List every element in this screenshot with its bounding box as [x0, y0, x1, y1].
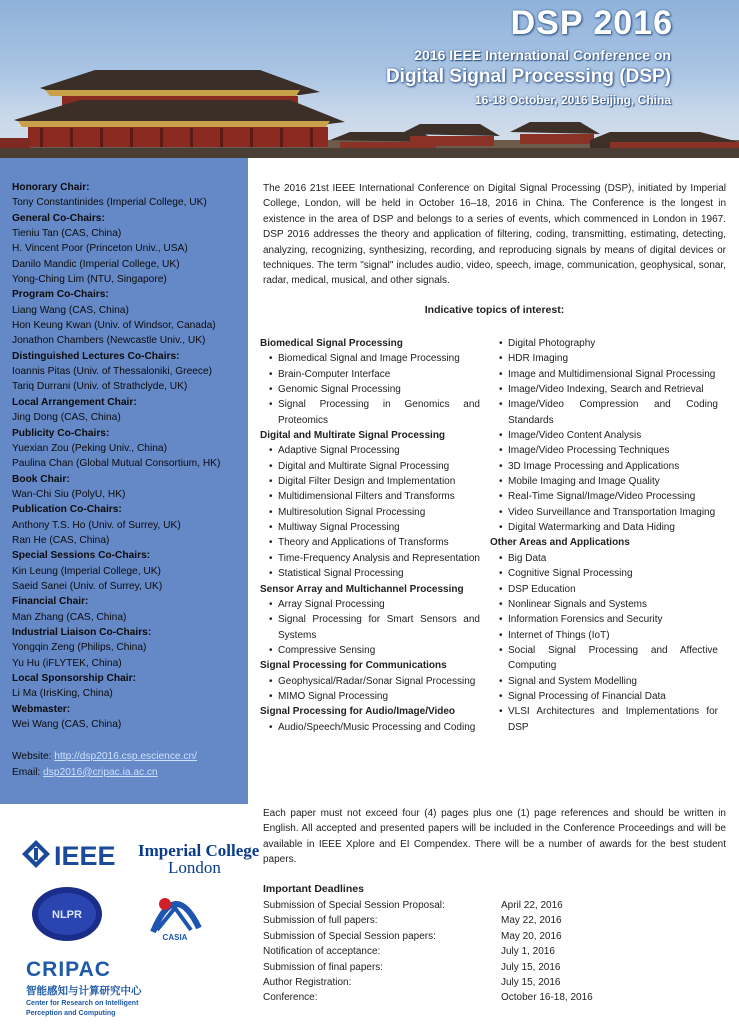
- topics-title: Indicative topics of interest:: [424, 304, 565, 316]
- committee-member: Yuexian Zou (Peking Univ., China): [12, 442, 167, 454]
- cripac-english-name-1: Center for Research on Intelligent: [26, 1000, 139, 1007]
- cripac-name: CRIPAC: [26, 958, 111, 981]
- committee-role: Program Co-Chairs:: [12, 289, 109, 301]
- committee-role: Webmaster:: [12, 703, 71, 715]
- topic-item: • Array Signal Processing: [260, 597, 480, 612]
- committee-role: Book Chair:: [12, 473, 70, 485]
- committee-member: Man Zhang (CAS, China): [12, 611, 127, 623]
- deadlines-title: Important Deadlines: [263, 883, 364, 895]
- conference-name: Digital Signal Processing (DSP): [385, 66, 671, 87]
- deadline-row: [263, 898, 593, 913]
- topic-category: Other Areas and Applications: [490, 537, 630, 549]
- topic-item: • Image/Video Indexing, Search and Retrieval: [490, 382, 718, 397]
- committee-role: Industrial Liaison Co-Chairs:: [12, 626, 152, 638]
- deadline-date: May 20, 2016: [501, 930, 562, 942]
- contact-info: [12, 749, 248, 780]
- topic-item: • Multiway Signal Processing: [260, 520, 480, 535]
- topic-item: • Multidimensional Filters and Transforms: [260, 489, 480, 504]
- deadline-label: Author Registration:: [263, 977, 352, 989]
- conference-acronym: DSP 2016: [510, 4, 673, 42]
- deadline-label: Submission of Special Session Proposal:: [263, 900, 445, 911]
- deadline-date: April 22, 2016: [501, 900, 563, 911]
- topic-item: • Statistical Signal Processing: [260, 566, 480, 581]
- committee-role: Special Sessions Co-Chairs:: [12, 550, 151, 562]
- topic-category: Biomedical Signal Processing: [260, 338, 403, 349]
- imperial-college-logo: [138, 842, 259, 876]
- cripac-chinese-name: 智能感知与计算研究中心: [26, 985, 142, 997]
- topic-item: • Signal Processing for Smart Sensors and Systems: [260, 612, 480, 643]
- deadline-row: [263, 944, 593, 959]
- committee-member: Wan-Chi Siu (PolyU, HK): [12, 488, 126, 500]
- topic-item: • Time-Frequency Analysis and Representation: [260, 551, 480, 566]
- committee-member: Yu Hu (iFLYTEK, China): [12, 657, 122, 669]
- topic-item: • Digital and Multirate Signal Processing: [260, 459, 480, 474]
- committee-member: Li Ma (IrisKing, China): [12, 688, 113, 700]
- topic-item: • Geophysical/Radar/Sonar Signal Processing: [260, 674, 480, 689]
- topic-item: • Signal and System Modelling: [490, 674, 718, 689]
- committee-member: Danilo Mandic (Imperial College, UK): [12, 258, 180, 270]
- deadline-row: [263, 990, 593, 1005]
- deadline-label: Notification of acceptance:: [263, 946, 381, 958]
- topic-category: Signal Processing for Communications: [260, 660, 447, 672]
- committee-member: Ioannis Pitas (Univ. of Thessaloniki, Greece): [12, 366, 213, 378]
- topic-item: • Image/Video Processing Techniques: [490, 443, 718, 458]
- email-label: Email:: [12, 766, 44, 778]
- topic-item: • Internet of Things (IoT): [490, 628, 718, 643]
- ieee-logo: [20, 838, 130, 875]
- deadline-label: Conference:: [263, 992, 318, 1004]
- topic-category: Sensor Array and Multichannel Processing: [260, 583, 464, 595]
- topic-category: Signal Processing for Audio/Image/Video: [260, 706, 456, 718]
- casia-logo: [147, 884, 203, 947]
- topic-item: • Image/Video Content Analysis: [490, 428, 718, 443]
- topic-item: • Social Signal Processing and Affective Computing: [490, 643, 718, 674]
- committee-list: [12, 180, 248, 732]
- committee-role: Publicity Co-Chairs:: [12, 427, 110, 439]
- imperial-line2: London: [168, 858, 221, 877]
- topic-category: Digital and Multirate Signal Processing: [260, 430, 446, 442]
- committee-role: General Co-Chairs:: [12, 212, 105, 224]
- email-link[interactable]: dsp2016@cripac.ia.ac.cn: [43, 766, 158, 778]
- nlpr-logo: [30, 885, 104, 948]
- deadline-date: October 16-18, 2016: [501, 992, 593, 1004]
- conference-line1: 2016 IEEE International Conference on: [414, 47, 671, 63]
- topic-item: • Big Data: [490, 551, 718, 566]
- topic-item: • Cognitive Signal Processing: [490, 566, 718, 581]
- topic-item: • Image and Multidimensional Signal Processing: [490, 367, 718, 382]
- deadline-date: May 22, 2016: [501, 915, 562, 927]
- deadlines-list: [263, 898, 593, 1006]
- committee-role: Distinguished Lectures Co-Chairs:: [12, 350, 180, 362]
- topic-item: • Information Forensics and Security: [490, 612, 718, 627]
- committee-member: Jonathon Chambers (Newcastle Univ., UK): [12, 335, 206, 347]
- committee-member: H. Vincent Poor (Princeton Univ., USA): [12, 243, 188, 255]
- topic-item: • Adaptive Signal Processing: [260, 443, 480, 458]
- committee-member: Liang Wang (CAS, China): [12, 304, 129, 316]
- imperial-line1: Imperial College: [138, 841, 260, 860]
- topics-column-2: [490, 336, 718, 735]
- topic-item: • Digital Watermarking and Data Hiding: [490, 520, 718, 535]
- committee-member: Hon Keung Kwan (Univ. of Windsor, Canada): [12, 320, 216, 332]
- committee-member: Anthony T.S. Ho (Univ. of Surrey, UK): [12, 519, 181, 531]
- committee-member: Kin Leung (Imperial College, UK): [12, 565, 161, 577]
- topic-item: • HDR Imaging: [490, 351, 718, 366]
- nlpr-logo-text: NLPR: [52, 909, 82, 921]
- casia-logo-text: CASIA: [162, 933, 188, 942]
- topic-item: • Multiresolution Signal Processing: [260, 505, 480, 520]
- topic-item: • Digital Photography: [490, 336, 718, 351]
- topic-item: • Digital Filter Design and Implementation: [260, 474, 480, 489]
- committee-member: Jing Dong (CAS, China): [12, 412, 121, 424]
- topic-item: • Audio/Speech/Music Processing and Coding: [260, 720, 480, 735]
- committee-member: Tieniu Tan (CAS, China): [12, 228, 122, 240]
- topic-item: • Mobile Imaging and Image Quality: [490, 474, 718, 489]
- topic-item: • 3D Image Processing and Applications: [490, 459, 718, 474]
- committee-member: Tony Constantinides (Imperial College, UK): [12, 197, 207, 209]
- deadline-row: [263, 913, 593, 928]
- deadline-date: July 15, 2016: [501, 961, 561, 973]
- topic-item: • DSP Education: [490, 582, 718, 597]
- committee-member: Paulina Chan (Global Mutual Consortium, HK): [12, 458, 221, 470]
- committee-role: Publication Co-Chairs:: [12, 504, 122, 516]
- committee-member: Tariq Durrani (Univ. of Strathclyde, UK): [12, 381, 188, 393]
- deadline-label: Submission of full papers:: [263, 915, 378, 927]
- committee-role: Honorary Chair:: [12, 182, 90, 193]
- topic-item: • MIMO Signal Processing: [260, 689, 480, 704]
- header-banner: [0, 0, 739, 158]
- committee-role: Local Arrangement Chair:: [12, 396, 137, 408]
- cripac-english-name-2: Perception and Computing: [26, 1010, 116, 1017]
- deadline-row: [263, 975, 593, 990]
- topic-item: • Biomedical Signal and Image Processing: [260, 351, 480, 366]
- topics-column-1: [260, 336, 480, 735]
- topic-item: • Genomic Signal Processing: [260, 382, 480, 397]
- topic-item: • Signal Processing of Financial Data: [490, 689, 718, 704]
- committee-member: Yong-Ching Lim (NTU, Singapore): [12, 274, 167, 286]
- intro-paragraph: The 2016 21st IEEE International Conference on Digital Signal Processing (DSP), initiated by Imperial College, London, will be held in October 16–18, 2016 in China. The Conference is the longest in existence in the area of DSP and belongs to a series of events, which commenced in London in 1967. DSP 2016 addresses the theory and application of filtering, coding, transmitting, estimating, detecting, analyzing, recognizing, synthesizing, recording, and reproducing signals by means of digital devices or techniques. The term "signal" includes audio, video, speech, image, communication, geophysical, sonar, radar, medical, musical, and other signals.: [263, 183, 726, 287]
- committee-sidebar: [0, 158, 248, 804]
- topic-item: • Brain-Computer Interface: [260, 367, 480, 382]
- committee-member: Yongqin Zeng (Philips, China): [12, 642, 147, 654]
- deadline-row: [263, 960, 593, 975]
- conference-date-location: 16-18 October, 2016 Beijing, China: [474, 93, 671, 107]
- topic-item: • Nonlinear Signals and Systems: [490, 597, 718, 612]
- website-link[interactable]: http://dsp2016.csp.escience.cn/: [54, 751, 197, 763]
- deadline-label: Submission of final papers:: [263, 961, 384, 973]
- topic-item: • Signal Processing in Genomics and Proteomics: [260, 397, 480, 428]
- deadline-row: [263, 929, 593, 944]
- committee-member: Wei Wang (CAS, China): [12, 719, 122, 731]
- committee-role: Financial Chair:: [12, 596, 89, 608]
- committee-role: Local Sponsorship Chair:: [12, 673, 136, 684]
- paper-requirements: Each paper must not exceed four (4) pages plus one (1) page references and should be written in English. All accepted and presented papers will be included in the Conference Proceedings and will be available in IEEE Xplore and EI Compendex. There will be a number of awards for the best student papers.: [263, 808, 726, 866]
- topic-item: • Compressive Sensing: [260, 643, 480, 658]
- topic-item: • Image/Video Compression and Coding Standards: [490, 397, 718, 428]
- cripac-logo: [26, 958, 142, 1018]
- deadline-label: Submission of Special Session papers:: [263, 930, 436, 942]
- deadline-date: July 1, 2016: [501, 946, 555, 958]
- topic-item: • Theory and Applications of Transforms: [260, 535, 480, 550]
- deadline-date: July 15, 2016: [501, 977, 561, 989]
- website-label: Website:: [12, 751, 55, 763]
- committee-member: Saeid Sanei (Univ. of Surrey, UK): [12, 580, 163, 592]
- topic-item: • Real-Time Signal/Image/Video Processing: [490, 489, 718, 504]
- topic-item: • VLSI Architectures and Implementations for DSP: [490, 704, 718, 735]
- committee-member: Ran He (CAS, China): [12, 534, 110, 546]
- ieee-logo-text: IEEE: [54, 841, 116, 870]
- topic-item: • Video Surveillance and Transportation Imaging: [490, 505, 718, 520]
